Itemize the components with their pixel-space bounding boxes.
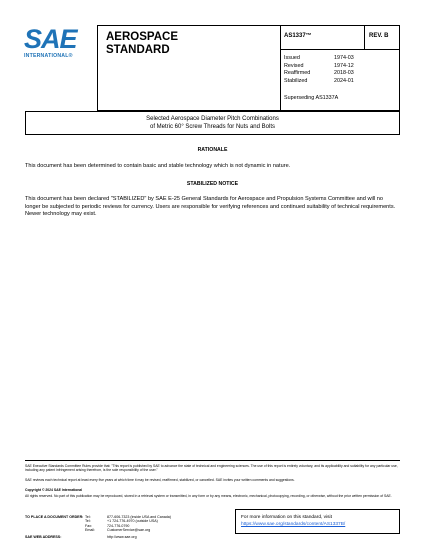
rationale-heading: RATIONALE: [197, 147, 228, 153]
date-row: Reaffirmed 2018-03: [284, 70, 354, 76]
copyright: Copyright © 2024 SAE International: [25, 488, 83, 492]
header-divider: [280, 49, 400, 50]
logo-subtitle: INTERNATIONAL®: [24, 53, 73, 59]
document-number: AS1337™: [284, 33, 312, 39]
rights-reserved: All rights reserved. No part of this publication may be reproduced, stored in a retrieval system or transmitted, in any form or by any means, electronic, mechanical, photocopying, recording, or otherwise, without the prior written permission of SAE.: [25, 494, 392, 498]
rationale-text: This document has been determined to contain basic and stable technology which is not dynamic in nature.: [25, 163, 291, 169]
footer-disclaimer: SAE Executive Standards Committee Rules provide that: "This report is published by SAE to advance the state of technical and engineering sciences. The use of this report is entirely voluntary, and its applicability and suitability for any particular use, including any patent infringement arising therefrom, is the sole responsibility of the user.": [25, 464, 398, 473]
date-history: [284, 55, 354, 85]
date-row: Revised 1974-12: [284, 62, 354, 69]
more-info-box: For more information on this standard, visit https://www.sae.org/standards/content/AS1337B/: [235, 509, 400, 534]
logo-brand: SAE: [24, 24, 77, 54]
sae-logo: [24, 26, 86, 68]
date-row: Stabilized 2024-01: [284, 77, 354, 84]
revision-label: REV. B: [369, 33, 389, 39]
header-divider: [364, 25, 365, 49]
stabilized-text: This document has been declared "STABILIZED" by SAE E-25 General Standards for Aerospace and Propulsion Systems Committee and will no longer be subjected to periodic reviews for currency. Users are responsible for verifying references and continued suitability of technical requirements. Newer technology may exist.: [25, 196, 396, 217]
footer-review-note: SAE reviews each technical report at least every five years at which time it may be revised, reaffirmed, stabilized, or cancelled. SAE invites your written comments and suggestions.: [25, 478, 295, 482]
stabilized-heading: STABILIZED NOTICE: [186, 181, 239, 187]
superseding-note: Superseding AS1337A: [284, 95, 339, 101]
date-row: Issued 1974-03: [284, 55, 354, 61]
standard-url-link[interactable]: https://www.sae.org/standards/content/AS1337B/: [241, 521, 346, 527]
footer-divider: [25, 460, 400, 461]
web-address-link[interactable]: http://www.sae.org: [107, 534, 137, 539]
standard-type: AEROSPACE STANDARD: [106, 31, 178, 56]
order-contacts: TO PLACE A DOCUMENT ORDER: Tel: 877-606-7323 (inside USA and Canada) Tel: +1 724-776-4970 (outside USA) Fax: 724-776-0790 Email: CustomerService@sae.org SAE WEB ADDRESS: http://www.sae.org: [25, 515, 171, 539]
header-divider: [280, 25, 281, 111]
document-title: Selected Aerospace Diameter Pitch Combinations of Metric 60° Screw Threads for Nuts and Bolts: [25, 111, 400, 135]
